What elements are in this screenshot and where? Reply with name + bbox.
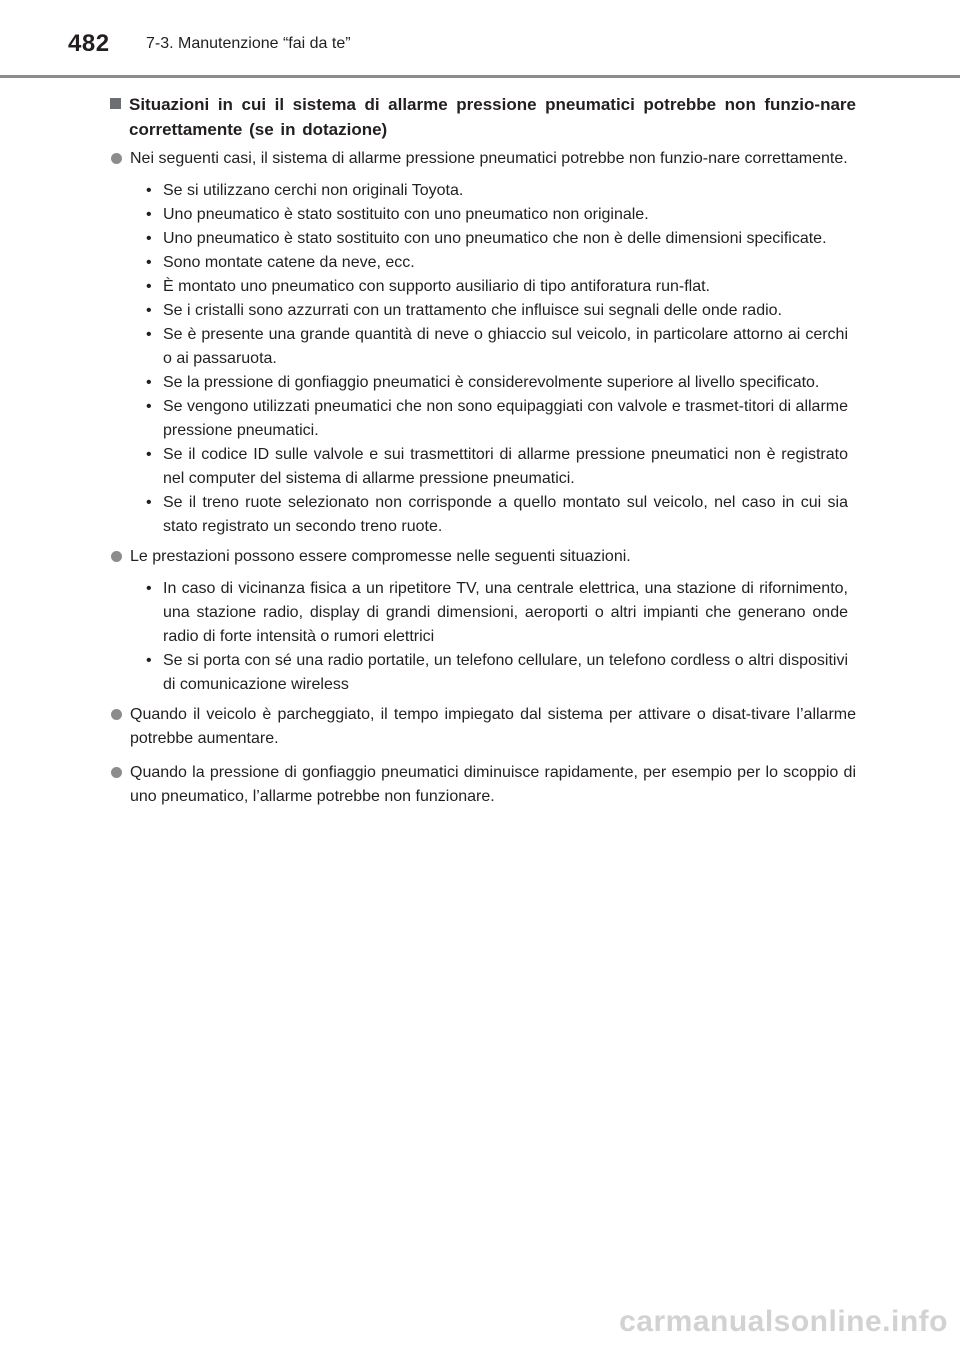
sub-list-item [146, 323, 848, 371]
watermark: carmanualsonline.info [619, 1305, 948, 1338]
sub-list-item [146, 227, 848, 251]
circle-bullet-icon [111, 551, 122, 562]
square-bullet-icon [110, 98, 121, 109]
sub-list-item [146, 299, 848, 323]
sub-list-item-text: Se il codice ID sulle valvole e sui trasmettitori di allarme pressione pneumatici non è registrato nel computer del sistema di allarme pressione pneumatici. [163, 446, 848, 487]
dot-bullet-icon: • [146, 326, 152, 343]
dot-bullet-icon: • [146, 254, 152, 271]
dot-bullet-icon: • [146, 652, 152, 669]
sub-list-item [146, 443, 848, 491]
section-heading-text: Situazioni in cui il sistema di allarme pressione pneumatici potrebbe non funzio-nare correttamente (se in dotazione) [129, 95, 856, 139]
circle-bullet-icon [111, 767, 122, 778]
list-item [110, 545, 856, 569]
sub-list [110, 577, 848, 697]
sub-list-item [146, 251, 848, 275]
sub-list-item-text: Se il treno ruote selezionato non corrisponde a quello montato sul veicolo, nel caso in cui sia stato registrato un secondo treno ruote. [163, 494, 848, 535]
sub-list-item [146, 577, 848, 649]
sub-list-item-text: Sono montate catene da neve, ecc. [163, 254, 415, 271]
dot-bullet-icon: • [146, 302, 152, 319]
list-item [110, 703, 856, 751]
sub-list-item [146, 395, 848, 443]
dot-bullet-icon: • [146, 182, 152, 199]
sub-list-item [146, 649, 848, 697]
sub-list-item [146, 275, 848, 299]
sub-list-item [146, 371, 848, 395]
list-item-text: Quando la pressione di gonfiaggio pneumatici diminuisce rapidamente, per esempio per lo scoppio di uno pneumatico, l’allarme potrebbe non funzionare. [130, 764, 856, 805]
sub-list-item-text: Se i cristalli sono azzurrati con un trattamento che influisce sui segnali delle onde radio. [163, 302, 782, 319]
sub-list [110, 179, 848, 539]
dot-bullet-icon: • [146, 446, 152, 463]
section-heading [110, 92, 856, 142]
sub-list-item [146, 491, 848, 539]
main-content [110, 92, 856, 809]
sub-list-item-text: Uno pneumatico è stato sostituito con uno pneumatico che non è delle dimensioni specificate. [163, 230, 827, 247]
list-item-text: Quando il veicolo è parcheggiato, il tempo impiegato dal sistema per attivare o disat-tivare l’allarme potrebbe aumentare. [130, 706, 856, 747]
sub-list-item-text: È montato uno pneumatico con supporto ausiliario di tipo antiforatura run-flat. [163, 278, 710, 295]
header-divider [0, 75, 960, 78]
list-item [110, 761, 856, 809]
sub-list-item [146, 179, 848, 203]
list-item [110, 147, 856, 171]
list-item-text: Le prestazioni possono essere compromesse nelle seguenti situazioni. [130, 548, 631, 565]
sub-list-item-text: Se è presente una grande quantità di neve o ghiaccio sul veicolo, in particolare attorno ai cerchi o ai passaruota. [163, 326, 848, 367]
dot-bullet-icon: • [146, 580, 152, 597]
circle-bullet-icon [111, 709, 122, 720]
dot-bullet-icon: • [146, 494, 152, 511]
page-header [0, 0, 960, 78]
sub-list-item-text: In caso di vicinanza fisica a un ripetitore TV, una centrale elettrica, una stazione di rifornimento, una stazione radio, display di grandi dimensioni, aeroporti o altri impianti che generano onde radio di forte intensità o rumori elettrici [163, 580, 848, 645]
dot-bullet-icon: • [146, 398, 152, 415]
sub-list-item-text: Se vengono utilizzati pneumatici che non sono equipaggiati con valvole e trasmet-titori di allarme pressione pneumatici. [163, 398, 848, 439]
circle-bullet-icon [111, 153, 122, 164]
sub-list-item [146, 203, 848, 227]
dot-bullet-icon: • [146, 278, 152, 295]
sub-list-item-text: Se si utilizzano cerchi non originali Toyota. [163, 182, 464, 199]
sub-list-item-text: Se si porta con sé una radio portatile, un telefono cellulare, un telefono cordless o altri dispositivi di comunicazione wireless [163, 652, 848, 693]
list-item-text: Nei seguenti casi, il sistema di allarme pressione pneumatici potrebbe non funzio-nare correttamente. [130, 150, 848, 167]
sub-list-item-text: Se la pressione di gonfiaggio pneumatici è considerevolmente superiore al livello specificato. [163, 374, 820, 391]
page-number: 482 [68, 30, 110, 57]
sub-list-item-text: Uno pneumatico è stato sostituito con uno pneumatico non originale. [163, 206, 649, 223]
dot-bullet-icon: • [146, 374, 152, 391]
dot-bullet-icon: • [146, 206, 152, 223]
dot-bullet-icon: • [146, 230, 152, 247]
section-title: 7-3. Manutenzione “fai da te” [146, 35, 351, 52]
